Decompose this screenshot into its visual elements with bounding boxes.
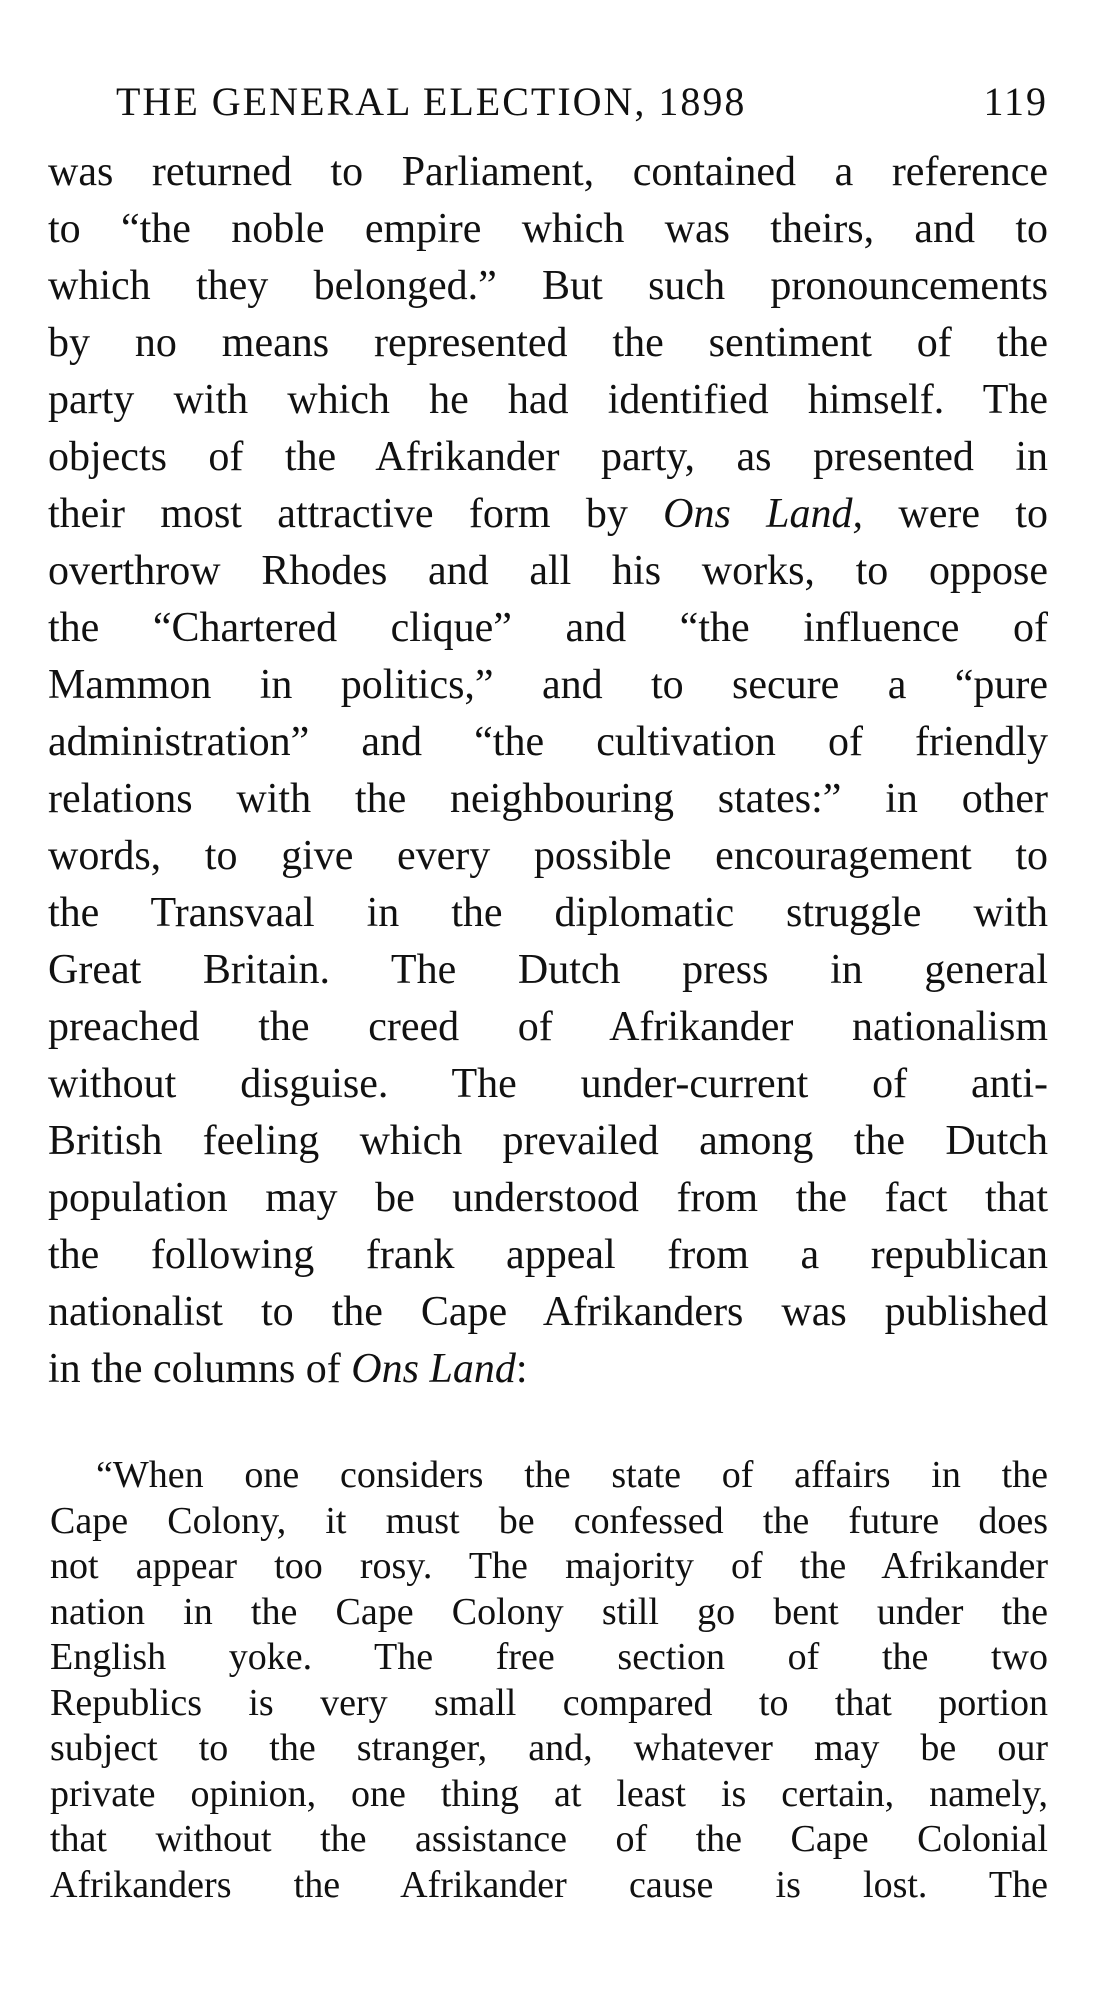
quote-line: Republics is very small compared to that portion <box>50 1681 1048 1724</box>
text-line: preached the creed of Afrikander nationalism <box>48 1004 1048 1050</box>
text-line: Mammon in politics,” and to secure a “pure <box>48 662 1048 708</box>
text-segment: were to <box>863 491 1048 537</box>
body-paragraph <box>48 144 1048 1398</box>
text-line: to “the noble empire which was theirs, and to <box>48 206 1048 252</box>
quote-line: that without the assistance of the Cape Colonial <box>50 1818 1048 1860</box>
page-number: 119 <box>983 79 1048 124</box>
text-segment: in the columns of <box>48 1346 352 1392</box>
text-line <box>48 1341 1048 1398</box>
running-title: THE GENERAL ELECTION, 1898 <box>116 79 747 124</box>
text-line: which they belonged.” But such pronouncements <box>48 263 1048 309</box>
text-line: the Transvaal in the diplomatic struggle with <box>48 890 1048 936</box>
text-segment: : <box>515 1346 528 1392</box>
text-segment: their most attractive form by <box>48 491 664 537</box>
text-line: administration” and “the cultivation of friendly <box>48 719 1048 765</box>
text-line: British feeling which prevailed among the Dutch <box>48 1118 1048 1164</box>
newspaper-title: Ons Land <box>351 1346 516 1392</box>
text-line: words, to give every possible encouragement to <box>48 833 1048 879</box>
newspaper-title: Ons Land, <box>663 491 864 537</box>
running-head <box>116 78 1048 128</box>
quote-line: Afrikanders the Afrikander cause is lost. The <box>50 1863 1048 1906</box>
quote-line: subject to the stranger, and, whatever may be our <box>50 1727 1048 1769</box>
text-line: without disguise. The under-current of anti- <box>48 1061 1048 1107</box>
quote-line: “When one considers the state of affairs in the <box>96 1454 1048 1496</box>
text-line: was returned to Parliament, contained a reference <box>48 149 1048 195</box>
quote-line: private opinion, one thing at least is certain, namely, <box>50 1772 1048 1815</box>
quote-line: not appear too rosy. The majority of the Afrikander <box>50 1545 1048 1587</box>
text-line: the following frank appeal from a republican <box>48 1232 1048 1278</box>
quote-line: nation in the Cape Colony still go bent under the <box>50 1590 1048 1633</box>
text-line: overthrow Rhodes and all his works, to oppose <box>48 548 1048 594</box>
text-line: by no means represented the sentiment of the <box>48 320 1048 366</box>
text-line: objects of the Afrikander party, as presented in <box>48 434 1048 480</box>
text-line: the “Chartered clique” and “the influence of <box>48 605 1048 651</box>
text-line: party with which he had identified himself. The <box>48 377 1048 423</box>
text-line: Great Britain. The Dutch press in general <box>48 947 1048 993</box>
text-line: nationalist to the Cape Afrikanders was published <box>48 1289 1048 1335</box>
block-quote <box>50 1453 1048 1908</box>
quote-line: English yoke. The free section of the two <box>50 1636 1048 1678</box>
text-line <box>48 486 1048 543</box>
text-line: population may be understood from the fact that <box>48 1175 1048 1221</box>
text-line: relations with the neighbouring states:” in other <box>48 776 1048 822</box>
quote-line: Cape Colony, it must be confessed the future does <box>50 1499 1048 1542</box>
